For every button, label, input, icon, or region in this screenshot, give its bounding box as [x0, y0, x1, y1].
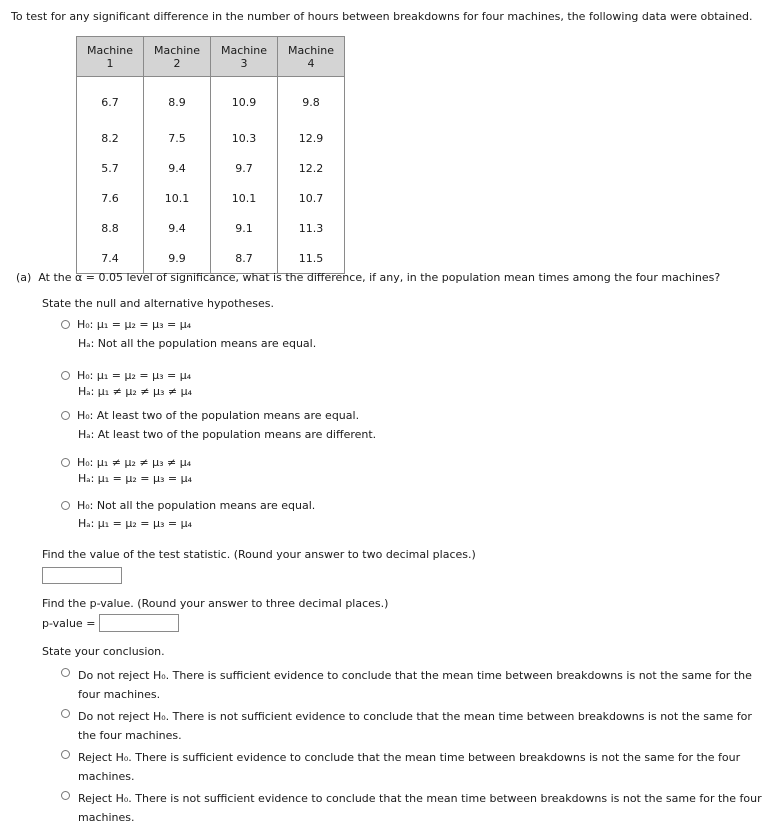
option-ha: Hₐ: μ₁ = μ₂ = μ₃ = μ₄ [78, 517, 193, 530]
table-cell: 8.9 [144, 77, 211, 124]
radio-button[interactable] [61, 709, 70, 718]
table-cell: 8.8 [77, 213, 144, 243]
table-cell: 7.5 [144, 123, 211, 153]
table-row [77, 243, 345, 274]
radio-button[interactable] [61, 458, 70, 467]
table-cell: 6.7 [77, 77, 144, 124]
table-row [77, 77, 345, 124]
conclusion-option-1: Do not reject H₀. There is sufficient evidence to conclude that the mean time between breakdowns is not the same for the four machines. [78, 669, 752, 701]
option-ha: Hₐ: μ₁ ≠ μ₂ ≠ μ₃ ≠ μ₄ [78, 385, 193, 398]
part-a-label: (a) [16, 271, 32, 284]
conclusion-radio-3[interactable] [61, 748, 77, 761]
radio-button[interactable] [61, 668, 70, 677]
radio-button[interactable] [61, 320, 70, 329]
data-table [76, 36, 345, 274]
conclusion-radio-2[interactable] [61, 707, 77, 720]
hypothesis-option-2[interactable] [61, 369, 191, 382]
conclusion-radio-1[interactable] [61, 666, 77, 679]
test-stat-input[interactable] [42, 567, 122, 584]
pvalue-input[interactable] [99, 614, 179, 632]
radio-button[interactable] [61, 411, 70, 420]
table-header-row [77, 37, 345, 77]
radio-button[interactable] [61, 501, 70, 510]
table-cell: 9.4 [144, 153, 211, 183]
option-h0: H₀: At least two of the population means are equal. [77, 409, 360, 422]
option-h0: H₀: μ₁ ≠ μ₂ ≠ μ₃ ≠ μ₄ [77, 456, 192, 469]
conclusion-option-3: Reject H₀. There is sufficient evidence to conclude that the mean time between breakdowns is not the same for the four machines. [78, 751, 741, 783]
hypotheses-prompt: State the null and alternative hypotheses. [42, 297, 274, 310]
question-text: At the α = 0.05 level of significance, what is the difference, if any, in the population mean times among the four machines? [38, 271, 721, 284]
option-ha: Hₐ: μ₁ = μ₂ = μ₃ = μ₄ [78, 472, 193, 485]
test-stat-prompt: Find the value of the test statistic. (Round your answer to two decimal places.) [42, 548, 476, 561]
table-cell: 10.1 [144, 183, 211, 213]
table-cell: 12.2 [278, 153, 345, 183]
conclusion-radio-4[interactable] [61, 789, 77, 802]
pvalue-label: p-value = [42, 617, 96, 630]
conclusion-option-2: Do not reject H₀. There is not sufficient evidence to conclude that the mean time between breakdowns is not the same for the four machines. [78, 710, 752, 742]
option-ha: Hₐ: Not all the population means are equal. [78, 337, 317, 350]
table-cell: 7.4 [77, 243, 144, 274]
intro-text: To test for any significant difference in the number of hours between breakdowns for four machines, the following data were obtained. [11, 10, 753, 23]
table-row [77, 123, 345, 153]
table-cell: 8.7 [211, 243, 278, 274]
table-row [77, 153, 345, 183]
hypothesis-option-1[interactable] [61, 318, 191, 331]
header-machine-2: Machine 2 [144, 37, 211, 77]
option-ha: Hₐ: At least two of the population means are different. [78, 428, 377, 441]
radio-button[interactable] [61, 371, 70, 380]
table-cell: 11.3 [278, 213, 345, 243]
table-cell: 11.5 [278, 243, 345, 274]
table-cell: 7.6 [77, 183, 144, 213]
hypothesis-option-4[interactable] [61, 456, 191, 469]
table-cell: 10.7 [278, 183, 345, 213]
hypothesis-option-3[interactable] [61, 409, 359, 422]
conclusion-option-4: Reject H₀. There is not sufficient evidence to conclude that the mean time between breakdowns is not the same for the four machines. [78, 792, 762, 824]
table-cell: 10.9 [211, 77, 278, 124]
table-row [77, 213, 345, 243]
hypothesis-option-5[interactable] [61, 499, 315, 512]
header-machine-4: Machine 4 [278, 37, 345, 77]
option-h0: H₀: Not all the population means are equal. [77, 499, 316, 512]
table-cell: 10.3 [211, 123, 278, 153]
table-cell: 12.9 [278, 123, 345, 153]
table-cell: 10.1 [211, 183, 278, 213]
header-machine-3: Machine 3 [211, 37, 278, 77]
table-cell: 9.4 [144, 213, 211, 243]
table-cell: 5.7 [77, 153, 144, 183]
radio-button[interactable] [61, 750, 70, 759]
option-h0: H₀: μ₁ = μ₂ = μ₃ = μ₄ [77, 369, 192, 382]
table-row [77, 183, 345, 213]
header-machine-1: Machine 1 [77, 37, 144, 77]
conclusion-prompt: State your conclusion. [42, 645, 165, 658]
option-h0: H₀: μ₁ = μ₂ = μ₃ = μ₄ [77, 318, 192, 331]
radio-button[interactable] [61, 791, 70, 800]
table-cell: 9.9 [144, 243, 211, 274]
part-a-question [16, 271, 720, 284]
table-cell: 9.1 [211, 213, 278, 243]
pvalue-prompt: Find the p-value. (Round your answer to three decimal places.) [42, 597, 389, 610]
table-cell: 9.8 [278, 77, 345, 124]
table-cell: 9.7 [211, 153, 278, 183]
table-cell: 8.2 [77, 123, 144, 153]
